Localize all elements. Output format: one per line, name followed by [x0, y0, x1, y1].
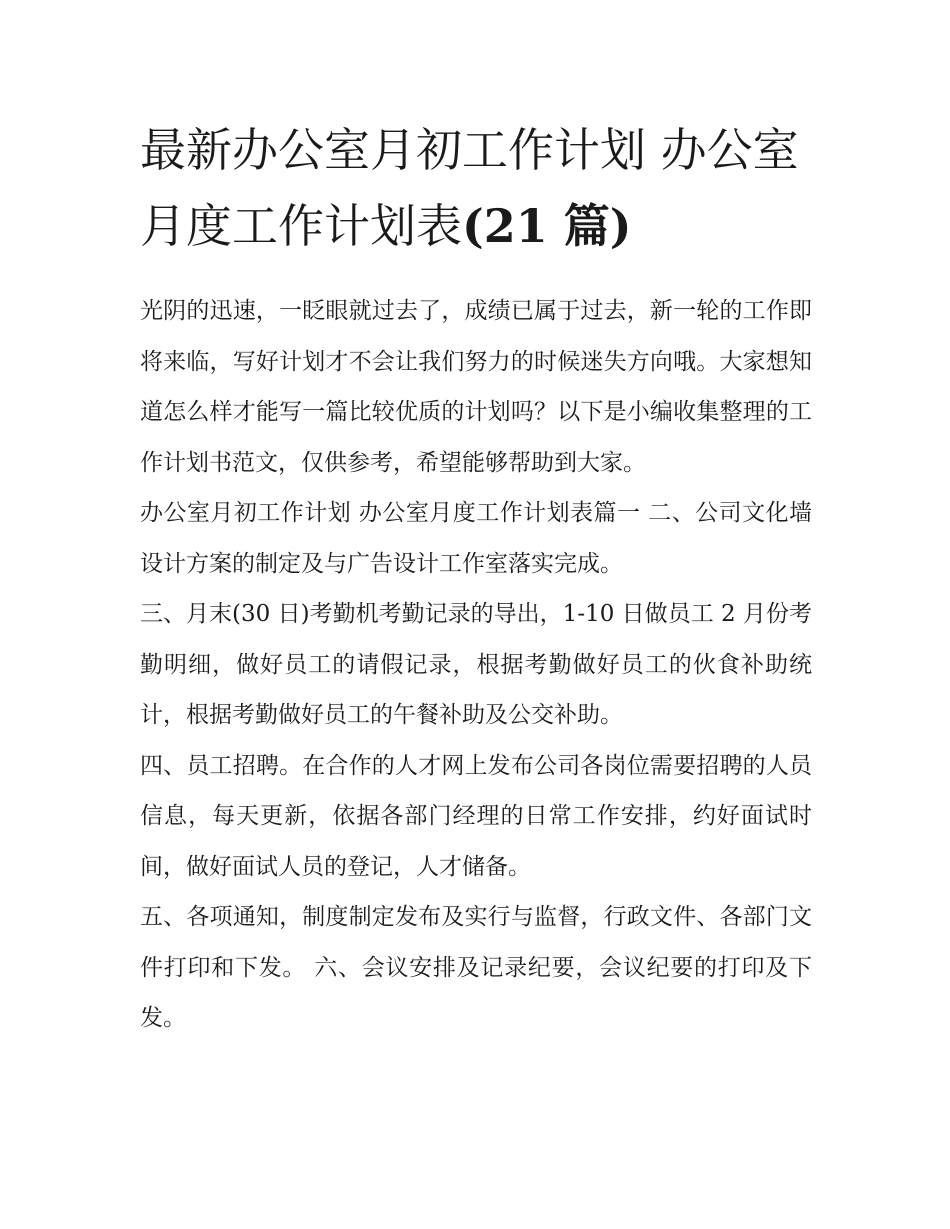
paragraph-intro: 光阴的迅速，一眨眼就过去了，成绩已属于过去，新一轮的工作即将来临，写好计划才不会让我们努力的时候迷失方向哦。大家想知道怎么样才能写一篇比较优质的计划吗？以下是小编收集整理的工作计划书范文，仅供参考，希望能够帮助到大家。	[140, 298, 812, 476]
document-title	[140, 112, 812, 264]
paragraph-item-5-6: 五、各项通知，制度制定发布及实行与监督，行政文件、各部门文件打印和下发。 六、会议安排及记录纪要，会议纪要的打印及下发。	[140, 904, 812, 1031]
paragraph-item-3: 三、月末(30 日)考勤机考勤记录的导出，1-10 日做员工 2 月份考勤明细，做好员工的请假记录，根据考勤做好员工的伙食补助统计，根据考勤做好员工的午餐补助及公交补助。	[140, 601, 812, 728]
paragraph-item-2: 办公室月初工作计划 办公室月度工作计划表篇一 二、公司文化墙设计方案的制定及与广告设计工作室落实完成。	[140, 500, 812, 577]
title-main: 最新办公室月初工作计划 办公室月度工作计划表	[140, 123, 799, 253]
paragraph-item-4: 四、员工招聘。在合作的人才网上发布公司各岗位需要招聘的人员信息，每天更新，依据各部门经理的日常工作安排，约好面试时间，做好面试人员的登记，人才储备。	[140, 752, 812, 880]
document-page	[140, 112, 812, 1044]
title-count: (21 篇)	[462, 199, 632, 253]
